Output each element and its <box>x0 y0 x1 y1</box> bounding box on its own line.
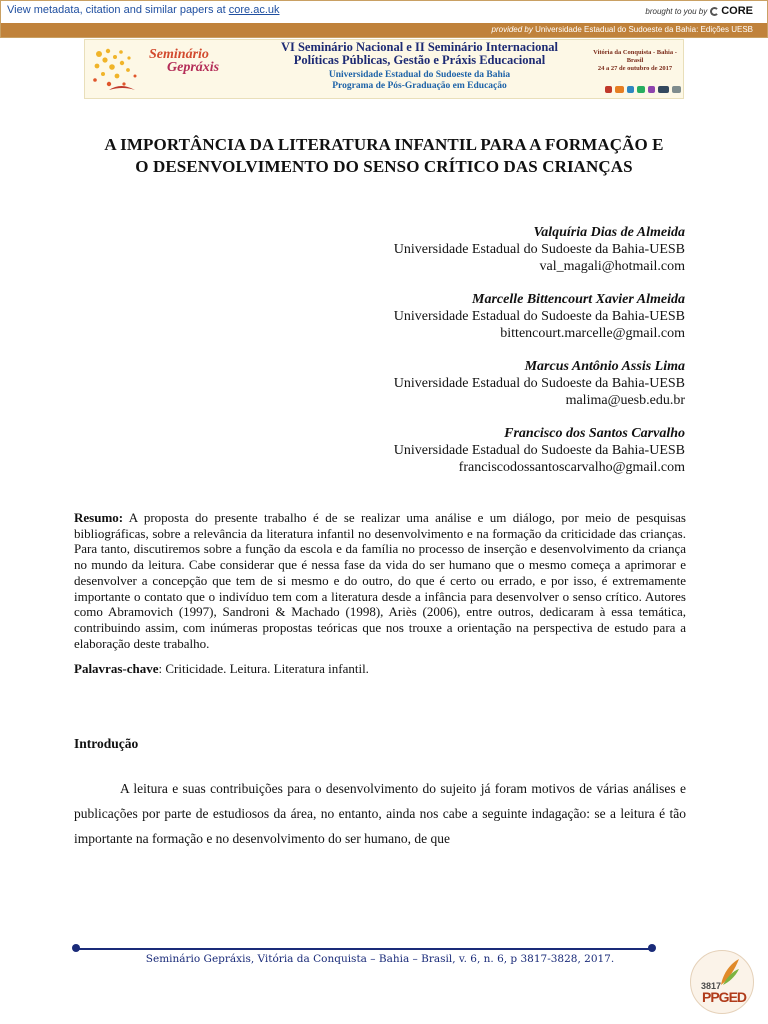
core-brought-by <box>645 5 753 17</box>
banner-date <box>587 49 683 73</box>
seminario-logo-line2: Gepráxis <box>167 60 220 75</box>
seminario-logo-line1: Seminário <box>149 47 209 62</box>
core-provided-prefix: provided by <box>491 25 533 34</box>
banner-sub-line1: Universidade Estadual do Sudoeste da Bahia <box>328 70 511 80</box>
sponsor-logo-icon <box>637 86 645 93</box>
core-logo[interactable] <box>710 5 753 17</box>
author-name: Valquíria Dias de Almeida <box>533 225 685 240</box>
author-name: Marcus Antônio Assis Lima <box>524 359 685 374</box>
banner-date-line2: 24 a 27 de outubro de 2017 <box>597 65 673 72</box>
banner-title-line2: Políticas Públicas, Gestão e Práxis Educacional <box>293 53 546 67</box>
core-metadata-notice <box>7 4 280 16</box>
abstract <box>74 510 686 651</box>
author-block <box>285 425 685 476</box>
keywords-label: Palavras-chave <box>74 661 159 676</box>
author-block <box>285 291 685 342</box>
keywords <box>74 661 686 677</box>
core-provided-source[interactable]: Universidade Estadual do Sudoeste da Bahia: Edições UESB <box>532 25 753 34</box>
core-header-bar <box>0 0 768 38</box>
author-affiliation: Universidade Estadual do Sudoeste da Bahia-UESB <box>393 309 685 324</box>
author-block <box>285 224 685 275</box>
core-logo-text: CORE <box>721 5 753 17</box>
keywords-text: : Criticidade. Leitura. Literatura infantil. <box>158 661 369 676</box>
author-affiliation: Universidade Estadual do Sudoeste da Bahia-UESB <box>393 376 685 391</box>
footer-dot-right <box>648 944 656 952</box>
banner-title <box>257 41 582 67</box>
author-email[interactable]: bittencourt.marcelle@gmail.com <box>500 326 685 341</box>
author-email[interactable]: franciscodossantoscarvalho@gmail.com <box>458 460 685 475</box>
banner-date-line1: Vitória da Conquista - Bahia - Brasil <box>593 49 677 64</box>
banner-subtitle <box>257 70 582 92</box>
author-name: Marcelle Bittencourt Xavier Almeida <box>472 292 685 307</box>
author-affiliation: Universidade Estadual do Sudoeste da Bahia-UESB <box>393 443 685 458</box>
footer-citation: Seminário Gepráxis, Vitória da Conquista – Bahia – Brasil, v. 6, n. 6, p 3817-3828, 2017. <box>145 953 615 965</box>
banner-title-line1: VI Seminário Nacional e II Seminário Internacional <box>280 40 559 54</box>
core-link[interactable]: core.ac.uk <box>228 4 280 16</box>
banner-sub-line2: Programa de Pós-Graduação em Educação <box>332 81 507 91</box>
sponsor-logo-icon <box>672 86 681 93</box>
ppged-logo-number: 3817 <box>701 981 722 991</box>
conference-banner <box>84 39 684 99</box>
core-brought-text: brought to you by <box>645 6 708 16</box>
sponsor-logo-icon <box>658 86 669 93</box>
sponsor-logo-icon <box>648 86 655 93</box>
decorative-dots-icon <box>91 46 151 92</box>
ppged-logo <box>690 950 754 1014</box>
author-email[interactable]: malima@uesb.edu.br <box>565 393 685 408</box>
paper-title-line1: A IMPORTÂNCIA DA LITERATURA INFANTIL PARA A FORMAÇÃO E <box>104 135 664 154</box>
sponsor-logo-icon <box>627 86 633 93</box>
author-affiliation: Universidade Estadual do Sudoeste da Bahia-UESB <box>393 242 685 257</box>
paper-title-line2: O DESENVOLVIMENTO DO SENSO CRÍTICO DAS CRIANÇAS <box>135 157 633 176</box>
paper-title <box>40 134 728 178</box>
sponsor-logo-icon <box>605 86 612 93</box>
section-heading: Introdução <box>74 736 139 751</box>
body-paragraph: A leitura e suas contribuições para o desenvolvimento do sujeito já foram motivos de várias análises e publicações por parte de estudiosos da área, no entanto, ainda nos cabe a seguinte indagação: se a leitura é tão importante na formação e no desenvolvimento do ser humano, de que <box>74 781 686 846</box>
sponsor-logo-icon <box>615 86 624 93</box>
core-provided-strip <box>1 23 767 37</box>
abstract-label: Resumo: <box>74 510 124 525</box>
sponsor-logos <box>605 84 681 94</box>
author-email[interactable]: val_magali@hotmail.com <box>539 259 685 274</box>
author-name: Francisco dos Santos Carvalho <box>504 426 685 441</box>
seminario-logo <box>149 48 219 74</box>
abstract-text: A proposta do presente trabalho é de se realizar uma análise e um diálogo, por meio de pesquisas bibliográficas, sobre a relevância da literatura infantil no desenvolvimento e na formação da criticidade das crianças. Para tanto, discutiremos sobre a função da escola e da família no processo de inserção e desenvolvimento da criança no mundo da leitura. Cabe considerar que é nessa fase da vida do ser humano que o mesmo começa a aprimorar e desenvolver a concepção que tem de si mesmo e do outro, do que é certo ou errado, e por isso, é extremamente importante o contato que o indivíduo tem com a literatura desde a infância para desenvolver o senso crítico. Autores como Abramovich (1997), Sandroni & Machado (1998), Ariès (2006), entre outros, dedicaram à essa temática, contribuindo assim, com inúmeras propostas teóricas que nos trouxe a orientação na perspectiva de estudo para a elaboração deste trabalho. <box>74 510 686 651</box>
footer-rule <box>76 948 652 950</box>
ppged-logo-text: PPGED <box>702 989 747 1005</box>
author-block <box>285 358 685 409</box>
core-logo-icon <box>710 7 719 16</box>
core-metadata-text: View metadata, citation and similar papers at <box>7 4 229 16</box>
